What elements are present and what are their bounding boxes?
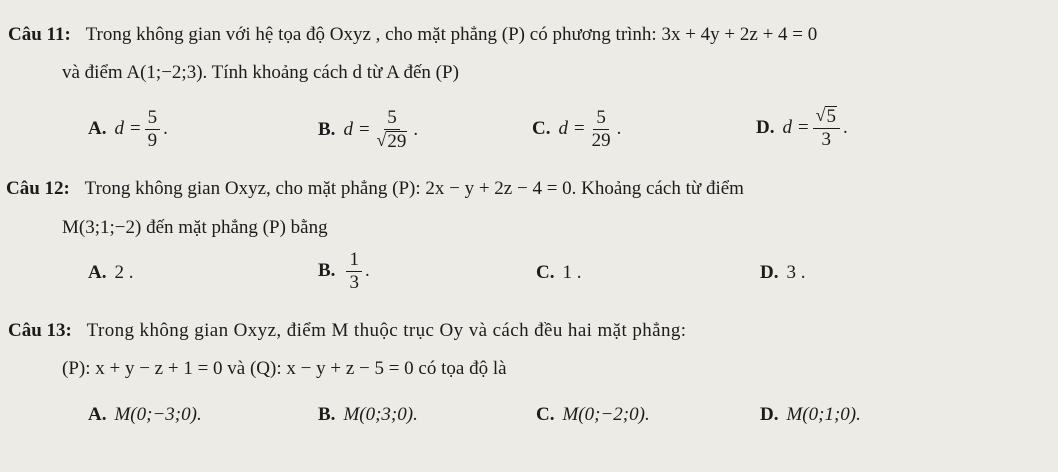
q12-option-a[interactable] <box>88 262 133 284</box>
q11-stem-line1: Trong không gian với hệ tọa độ Oxyz , cho mặt phẳng (P) có phương trình: 3x + 4y + 2z + 4 = 0 <box>85 24 818 45</box>
q12-option-d[interactable] <box>760 262 805 284</box>
option-label: A. <box>88 404 107 425</box>
option-text: 2 . <box>114 262 134 283</box>
fraction-numerator: 5 <box>145 108 161 130</box>
option-fraction <box>346 250 362 293</box>
q11-stem-line2: và điểm A(1;−2;3). Tính khoảng cách d từ A đến (P) <box>62 62 459 83</box>
option-fraction <box>813 106 840 150</box>
q12-stem-line1: Trong không gian Oxyz, cho mặt phẳng (P): 2x − y + 2z − 4 = 0. Khoảng cách từ điểm <box>84 178 744 199</box>
option-fraction <box>374 108 411 152</box>
q11-number: Câu 11: <box>8 24 71 45</box>
radicand: 29 <box>387 130 407 152</box>
option-fraction <box>589 108 614 151</box>
fraction-numerator: 5 <box>593 108 609 130</box>
q13-option-a[interactable] <box>88 404 202 426</box>
option-text: 3 . <box>786 262 806 283</box>
q12-number: Câu 12: <box>6 178 70 199</box>
option-label: D. <box>760 262 779 283</box>
q13-option-b[interactable] <box>318 404 418 426</box>
option-suffix: . <box>842 116 848 138</box>
q13-option-d[interactable] <box>760 404 861 426</box>
q11-option-c[interactable] <box>532 108 621 151</box>
option-label: A. <box>88 262 107 283</box>
option-label: D. <box>760 404 779 425</box>
q11-option-d[interactable] <box>756 106 848 150</box>
option-prefix: d = <box>782 116 810 138</box>
option-label: A. <box>88 118 107 140</box>
option-label: C. <box>536 262 555 283</box>
q12-option-b[interactable] <box>318 250 370 293</box>
option-label: B. <box>318 404 336 425</box>
radicand: 5 <box>826 106 836 127</box>
fraction-numerator: 5 <box>384 108 400 130</box>
option-label: C. <box>532 118 551 140</box>
q13-number: Câu 13: <box>8 320 72 341</box>
option-suffix: . <box>364 260 370 282</box>
option-suffix: . <box>163 118 168 140</box>
q12-line1 <box>6 178 744 200</box>
option-prefix: d = <box>558 118 586 140</box>
fraction-numerator: 1 <box>346 250 362 272</box>
option-label: C. <box>536 404 555 425</box>
option-text: M(0;3;0). <box>343 404 418 425</box>
option-label: B. <box>318 118 336 140</box>
q12-option-c[interactable] <box>536 262 581 284</box>
option-prefix: d = <box>343 118 371 140</box>
sqrt-symbol: √ 29 <box>376 129 407 152</box>
q13-line1 <box>8 320 686 342</box>
fraction-denominator: 29 <box>591 129 611 151</box>
q13-stem-line1: Trong không gian Oxyz, điểm M thuộc trục Oy và cách đều hai mặt phẳng: <box>86 320 687 341</box>
option-label: B. <box>318 260 336 282</box>
option-suffix: . <box>616 118 622 140</box>
q11-option-b[interactable] <box>318 108 418 152</box>
option-text: M(0;−2;0). <box>562 404 650 425</box>
fraction-denominator: 3 <box>821 128 831 150</box>
option-text: M(0;1;0). <box>786 404 861 425</box>
option-text: M(0;−3;0). <box>114 404 202 425</box>
sqrt-symbol: √ 5 <box>815 105 836 127</box>
option-fraction <box>145 108 161 151</box>
fraction-numerator <box>813 106 840 129</box>
fraction-denominator: 9 <box>147 129 158 151</box>
fraction-denominator <box>374 130 411 152</box>
fraction-denominator: 3 <box>349 271 359 293</box>
option-label: D. <box>756 116 775 138</box>
option-prefix: d = <box>114 118 142 140</box>
q11-option-a[interactable] <box>88 108 168 151</box>
q12-stem-line2: M(3;1;−2) đến mặt phẳng (P) bằng <box>62 217 328 238</box>
q11-line1 <box>8 24 817 46</box>
q13-stem-line2: (P): x + y − z + 1 = 0 và (Q): x − y + z − 5 = 0 có tọa độ là <box>62 358 507 379</box>
option-text: 1 . <box>562 262 582 283</box>
option-suffix: . <box>413 118 419 140</box>
q13-option-c[interactable] <box>536 404 650 426</box>
